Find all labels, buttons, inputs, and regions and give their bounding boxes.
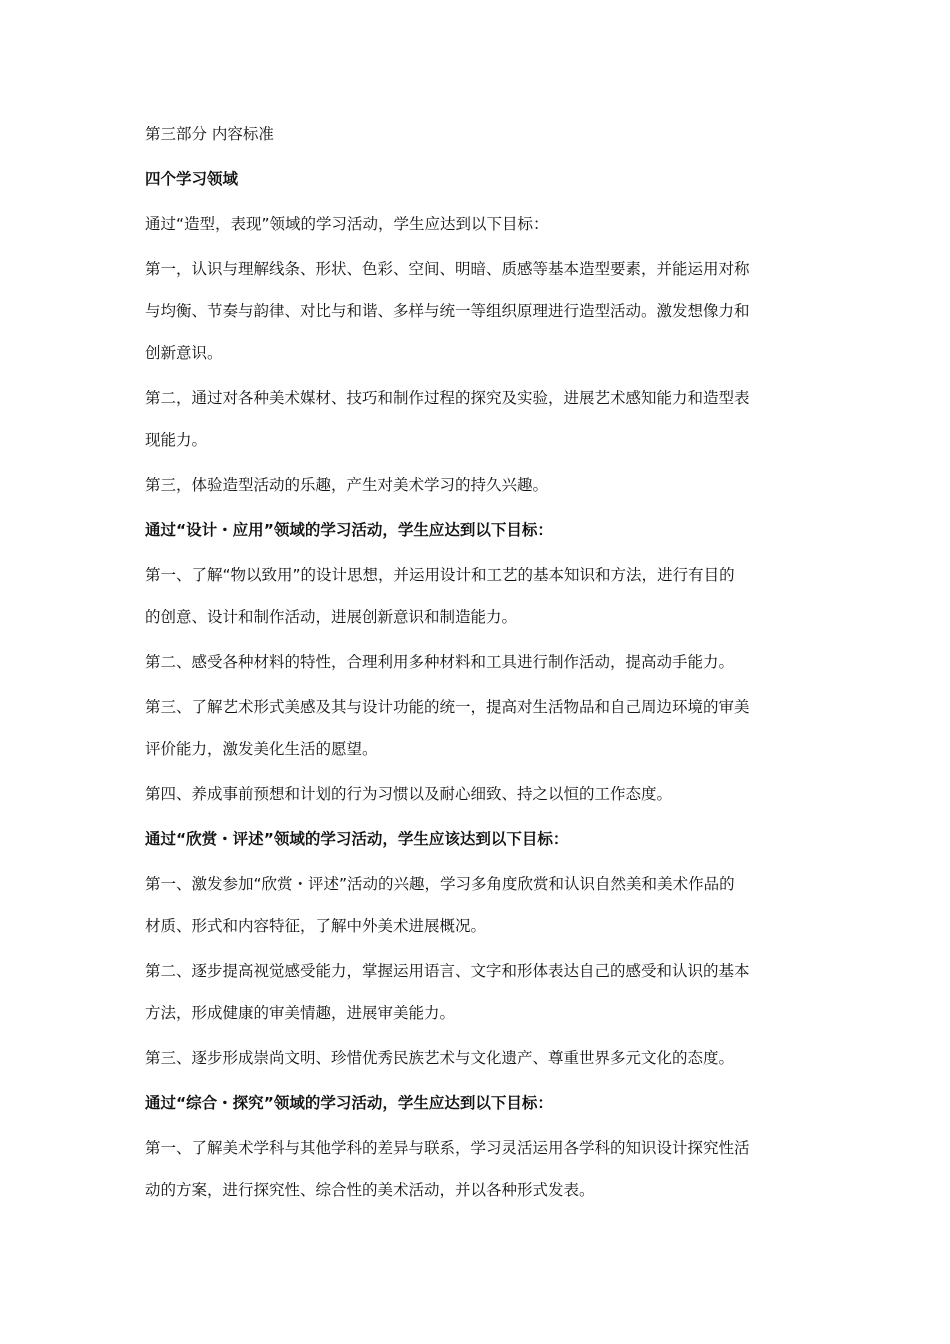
subsection-heading bbox=[145, 829, 810, 850]
paragraph-line: 评价能力，激发美化生活的愿望。 bbox=[145, 740, 378, 758]
paragraph-line: 第二，通过对各种美术媒材、技巧和制作过程的探究及实验，进展艺术感知能力和造型表 bbox=[145, 389, 750, 407]
paragraph bbox=[145, 565, 810, 628]
paragraph-line: 方法，形成健康的审美情趣，进展审美能力。 bbox=[145, 1004, 456, 1022]
paragraph bbox=[145, 961, 810, 1024]
paragraph-line: 第四、养成事前预想和计划的行为习惯以及耐心细致、持之以恒的工作态度。 bbox=[145, 785, 673, 803]
paragraph-line: 第二、逐步提高视觉感受能力，掌握运用语言、文字和形体表达自己的感受和认识的基本 bbox=[145, 962, 750, 980]
paragraph-line: 创新意识。 bbox=[145, 344, 223, 362]
paragraph-line: 第一、激发参加“欣赏・评述”活动的兴趣，学习多角度欣赏和认识自然美和美术作品的 bbox=[145, 875, 735, 893]
paragraph-line: 通过“设计・应用”领域的学习活动，学生应达到以下目标： bbox=[145, 521, 553, 539]
paragraph-list bbox=[145, 214, 810, 1201]
paragraph bbox=[145, 652, 810, 673]
paragraph bbox=[145, 475, 810, 496]
paragraph bbox=[145, 1048, 810, 1069]
paragraph-line: 第三、逐步形成崇尚文明、珍惜优秀民族艺术与文化遗产、尊重世界多元文化的态度。 bbox=[145, 1049, 735, 1067]
section-heading: 四个学习领域 bbox=[145, 170, 239, 188]
paragraph-line: 通过“造型，表现”领域的学习活动，学生应达到以下目标： bbox=[145, 215, 549, 233]
document-body bbox=[145, 124, 810, 1225]
paragraph bbox=[145, 1138, 810, 1201]
paragraph-line: 与均衡、节奏与韵律、对比与和谐、多样与统一等组织原理进行造型活动。激发想像力和 bbox=[145, 302, 750, 320]
paragraph-line: 第二、感受各种材料的特性，合理利用多种材料和工具进行制作活动，提高动手能力。 bbox=[145, 653, 735, 671]
paragraph bbox=[145, 697, 810, 760]
paragraph bbox=[145, 388, 810, 451]
paragraph-line: 现能力。 bbox=[145, 431, 208, 449]
section-title: 第三部分 内容标准 bbox=[145, 125, 274, 143]
paragraph-line: 通过“欣赏・评述”领域的学习活动，学生应该达到以下目标： bbox=[145, 830, 569, 848]
subsection-heading bbox=[145, 1093, 810, 1114]
subsection-heading bbox=[145, 520, 810, 541]
paragraph-line: 第一，认识与理解线条、形状、色彩、空间、明暗、质感等基本造型要素，并能运用对称 bbox=[145, 260, 750, 278]
paragraph bbox=[145, 259, 810, 364]
paragraph bbox=[145, 784, 810, 805]
paragraph-line: 材质、形式和内容特征，了解中外美术进展概况。 bbox=[145, 917, 487, 935]
paragraph-line: 第三、了解艺术形式美感及其与设计功能的统一，提高对生活物品和自己周边环境的审美 bbox=[145, 698, 750, 716]
paragraph-line: 的创意、设计和制作活动，进展创新意识和制造能力。 bbox=[145, 608, 518, 626]
paragraph bbox=[145, 214, 810, 235]
paragraph-line: 通过“综合・探究”领域的学习活动，学生应达到以下目标： bbox=[145, 1094, 553, 1112]
paragraph-line: 第一、了解美术学科与其他学科的差异与联系，学习灵活运用各学科的知识设计探究性活 bbox=[145, 1139, 750, 1157]
paragraph bbox=[145, 874, 810, 937]
paragraph-line: 第三，体验造型活动的乐趣，产生对美术学习的持久兴趣。 bbox=[145, 476, 549, 494]
paragraph-line: 第一、了解“物以致用”的设计思想，并运用设计和工艺的基本知识和方法，进行有目的 bbox=[145, 566, 735, 584]
paragraph-line: 动的方案，进行探究性、综合性的美术活动，并以各种形式发表。 bbox=[145, 1181, 595, 1199]
